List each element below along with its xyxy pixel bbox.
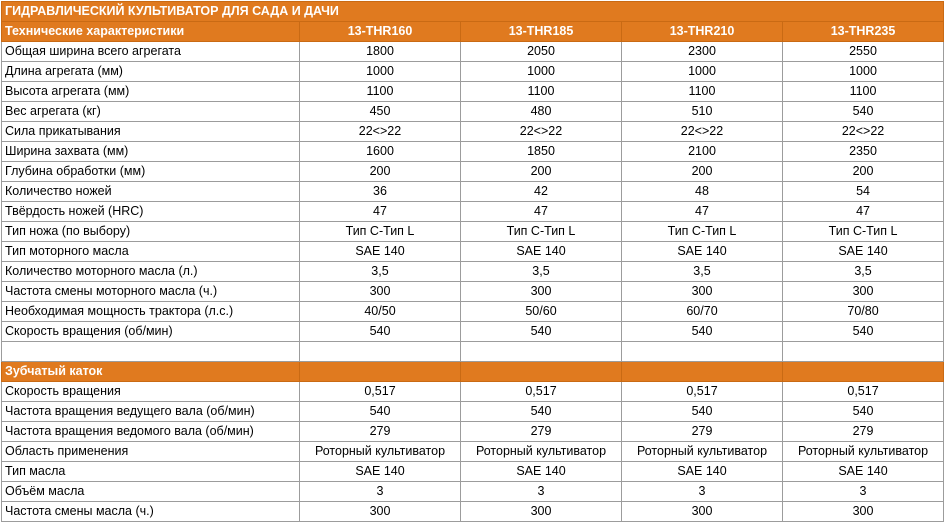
table-row xyxy=(2,82,944,102)
row-value: 47 xyxy=(783,202,944,222)
model-header: 13-THR185 xyxy=(461,22,622,42)
row-label: Глубина обработки (мм) xyxy=(2,162,300,182)
row-value: 22<>22 xyxy=(783,122,944,142)
row-value: Тип С-Тип L xyxy=(300,222,461,242)
row-value: SAE 140 xyxy=(783,462,944,482)
row-value: 1800 xyxy=(300,42,461,62)
model-header: 13-THR160 xyxy=(300,22,461,42)
row-value: 540 xyxy=(622,402,783,422)
row-value: SAE 140 xyxy=(461,242,622,262)
row-value: 540 xyxy=(300,402,461,422)
table-row xyxy=(2,222,944,242)
roller-header-row xyxy=(2,362,944,382)
row-value: 540 xyxy=(461,322,622,342)
row-value: 36 xyxy=(300,182,461,202)
row-value: 1000 xyxy=(300,62,461,82)
row-label: Сила прикатывания xyxy=(2,122,300,142)
table-row xyxy=(2,262,944,282)
table-row xyxy=(2,302,944,322)
row-value: 22<>22 xyxy=(622,122,783,142)
table-row xyxy=(2,442,944,462)
row-label: Область применения xyxy=(2,442,300,462)
row-value: 540 xyxy=(300,322,461,342)
table-row xyxy=(2,422,944,442)
row-value: 0,517 xyxy=(622,382,783,402)
row-value: 200 xyxy=(300,162,461,182)
row-value: 3,5 xyxy=(783,262,944,282)
table-row xyxy=(2,202,944,222)
table-row xyxy=(2,482,944,502)
row-value: 2050 xyxy=(461,42,622,62)
row-value: 1000 xyxy=(461,62,622,82)
row-value: 2300 xyxy=(622,42,783,62)
table-row xyxy=(2,42,944,62)
model-header: 13-THR235 xyxy=(783,22,944,42)
row-value: Роторный культиватор xyxy=(783,442,944,462)
row-value: 47 xyxy=(300,202,461,222)
specs-header-row xyxy=(2,22,944,42)
row-value: 540 xyxy=(622,322,783,342)
table-row xyxy=(2,382,944,402)
row-label: Высота агрегата (мм) xyxy=(2,82,300,102)
row-value: 47 xyxy=(461,202,622,222)
row-value: 1100 xyxy=(783,82,944,102)
specs-header-label: Технические характеристики xyxy=(2,22,300,42)
table-title: ГИДРАВЛИЧЕСКИЙ КУЛЬТИВАТОР ДЛЯ САДА И ДАЧИ xyxy=(2,2,944,22)
table-row xyxy=(2,162,944,182)
row-value: Роторный культиватор xyxy=(622,442,783,462)
row-value: Тип С-Тип L xyxy=(461,222,622,242)
model-header: 13-THR210 xyxy=(622,22,783,42)
table-row xyxy=(2,462,944,482)
row-value: SAE 140 xyxy=(622,462,783,482)
row-value: 3 xyxy=(622,482,783,502)
row-value: 279 xyxy=(300,422,461,442)
row-label: Твёрдость ножей (HRC) xyxy=(2,202,300,222)
row-value: 1000 xyxy=(783,62,944,82)
row-value: 60/70 xyxy=(622,302,783,322)
row-value: 1100 xyxy=(461,82,622,102)
table-row xyxy=(2,322,944,342)
row-value: 1850 xyxy=(461,142,622,162)
title-row xyxy=(2,2,944,22)
row-value: 3,5 xyxy=(461,262,622,282)
row-value: 54 xyxy=(783,182,944,202)
row-label: Вес агрегата (кг) xyxy=(2,102,300,122)
row-label: Тип масла xyxy=(2,462,300,482)
row-value: Роторный культиватор xyxy=(461,442,622,462)
row-value: 300 xyxy=(783,502,944,522)
row-value: 450 xyxy=(300,102,461,122)
row-label: Количество ножей xyxy=(2,182,300,202)
row-label: Длина агрегата (мм) xyxy=(2,62,300,82)
row-label: Общая ширина всего агрегата xyxy=(2,42,300,62)
row-value: 510 xyxy=(622,102,783,122)
row-value: SAE 140 xyxy=(622,242,783,262)
section-cell xyxy=(783,362,944,382)
row-value: 3,5 xyxy=(622,262,783,282)
row-value: 22<>22 xyxy=(300,122,461,142)
row-label: Ширина захвата (мм) xyxy=(2,142,300,162)
row-value: 300 xyxy=(300,282,461,302)
row-value: 0,517 xyxy=(300,382,461,402)
row-value: SAE 140 xyxy=(461,462,622,482)
table-row xyxy=(2,62,944,82)
row-value: 300 xyxy=(783,282,944,302)
row-value: SAE 140 xyxy=(783,242,944,262)
row-value: 300 xyxy=(622,502,783,522)
row-value: 2550 xyxy=(783,42,944,62)
row-value: 300 xyxy=(622,282,783,302)
row-label: Необходимая мощность трактора (л.с.) xyxy=(2,302,300,322)
section-cell xyxy=(622,362,783,382)
row-value: 300 xyxy=(300,502,461,522)
row-value: 279 xyxy=(461,422,622,442)
row-value: 3 xyxy=(783,482,944,502)
row-label: Тип моторного масла xyxy=(2,242,300,262)
row-value: 300 xyxy=(461,282,622,302)
row-value: SAE 140 xyxy=(300,462,461,482)
row-label: Частота вращения ведущего вала (об/мин) xyxy=(2,402,300,422)
row-value: 200 xyxy=(783,162,944,182)
row-value: 50/60 xyxy=(461,302,622,322)
row-value: 480 xyxy=(461,102,622,122)
row-value: 1000 xyxy=(622,62,783,82)
row-value: 540 xyxy=(783,322,944,342)
row-value: 3 xyxy=(461,482,622,502)
row-value: Тип С-Тип L xyxy=(622,222,783,242)
row-value: 70/80 xyxy=(783,302,944,322)
table-row xyxy=(2,102,944,122)
row-value: Тип С-Тип L xyxy=(783,222,944,242)
section-cell xyxy=(461,362,622,382)
row-value: 47 xyxy=(622,202,783,222)
row-value: 279 xyxy=(622,422,783,442)
row-value: 540 xyxy=(461,402,622,422)
row-value: 48 xyxy=(622,182,783,202)
row-value: 200 xyxy=(461,162,622,182)
row-value: 2350 xyxy=(783,142,944,162)
row-label: Частота смены масла (ч.) xyxy=(2,502,300,522)
row-label: Частота смены моторного масла (ч.) xyxy=(2,282,300,302)
blank-cell xyxy=(783,342,944,362)
table-row xyxy=(2,122,944,142)
section-cell xyxy=(300,362,461,382)
row-value: SAE 140 xyxy=(300,242,461,262)
row-label: Скорость вращения xyxy=(2,382,300,402)
roller-header-label: Зубчатый каток xyxy=(2,362,300,382)
row-value: 40/50 xyxy=(300,302,461,322)
table-row xyxy=(2,242,944,262)
row-value: 3 xyxy=(300,482,461,502)
row-label: Количество моторного масла (л.) xyxy=(2,262,300,282)
row-value: 1100 xyxy=(622,82,783,102)
row-value: 22<>22 xyxy=(461,122,622,142)
row-label: Скорость вращения (об/мин) xyxy=(2,322,300,342)
table-row xyxy=(2,182,944,202)
row-value: 1600 xyxy=(300,142,461,162)
row-value: Роторный культиватор xyxy=(300,442,461,462)
row-label: Тип ножа (по выбору) xyxy=(2,222,300,242)
row-value: 0,517 xyxy=(461,382,622,402)
row-value: 0,517 xyxy=(783,382,944,402)
row-value: 540 xyxy=(783,402,944,422)
table-row xyxy=(2,282,944,302)
blank-row xyxy=(2,342,944,362)
row-value: 2100 xyxy=(622,142,783,162)
row-label: Объём масла xyxy=(2,482,300,502)
row-label: Частота вращения ведомого вала (об/мин) xyxy=(2,422,300,442)
row-value: 42 xyxy=(461,182,622,202)
blank-cell xyxy=(622,342,783,362)
blank-cell xyxy=(300,342,461,362)
blank-cell xyxy=(461,342,622,362)
table-row xyxy=(2,502,944,522)
table-row xyxy=(2,142,944,162)
spec-table xyxy=(1,1,944,522)
row-value: 300 xyxy=(461,502,622,522)
row-value: 540 xyxy=(783,102,944,122)
row-value: 279 xyxy=(783,422,944,442)
row-value: 200 xyxy=(622,162,783,182)
row-value: 3,5 xyxy=(300,262,461,282)
table-row xyxy=(2,402,944,422)
spec-table-body xyxy=(2,2,944,522)
blank-cell xyxy=(2,342,300,362)
row-value: 1100 xyxy=(300,82,461,102)
